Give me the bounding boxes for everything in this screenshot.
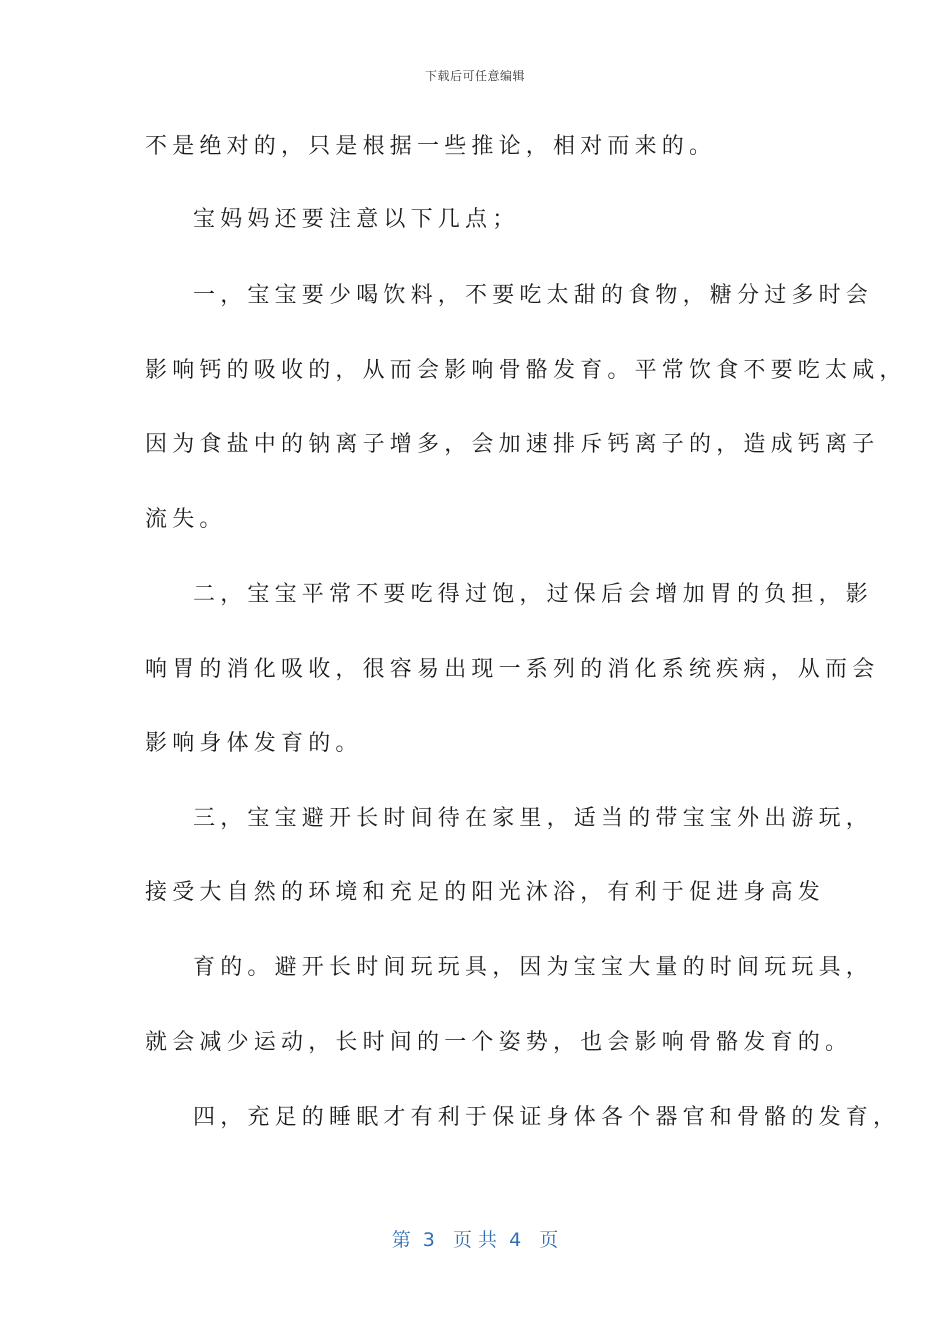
text-line: 接受大自然的环境和充足的阳光沐浴，有利于促进身高发 bbox=[145, 880, 826, 905]
text-line: 二，宝宝平常不要吃得过饱，过保后会增加胃的负担，影 bbox=[193, 582, 874, 607]
text-line: 就会减少运动，长时间的一个姿势，也会影响骨骼发育的。 bbox=[145, 1030, 853, 1055]
text-line: 流失。 bbox=[145, 507, 227, 532]
text-line: 影响身体发育的。 bbox=[145, 731, 363, 756]
text-line: 育的。避开长时间玩玩具，因为宝宝大量的时间玩玩具， bbox=[193, 955, 874, 980]
text-line: 不是绝对的，只是根据一些推论，相对而来的。 bbox=[145, 134, 717, 159]
text-line: 影响钙的吸收的，从而会影响骨骼发育。平常饮食不要吃太咸， bbox=[145, 358, 907, 383]
text-line: 宝妈妈还要注意以下几点； bbox=[193, 207, 520, 232]
text-line: 三，宝宝避开长时间待在家里，适当的带宝宝外出游玩， bbox=[193, 806, 874, 831]
page-number-footer: 第 3 页 共 4 页 bbox=[391, 1229, 559, 1251]
header-note: 下载后可任意编辑 bbox=[424, 69, 525, 83]
text-line: 响胃的消化吸收，很容易出现一系列的消化系统疾病，从而会 bbox=[145, 657, 880, 682]
text-line: 一，宝宝要少喝饮料，不要吃太甜的食物，糖分过多时会 bbox=[193, 283, 874, 308]
text-line: 四，充足的睡眠才有利于保证身体各个器官和骨骼的发育， bbox=[193, 1105, 901, 1130]
text-line: 因为食盐中的钠离子增多，会加速排斥钙离子的，造成钙离子 bbox=[145, 432, 880, 457]
